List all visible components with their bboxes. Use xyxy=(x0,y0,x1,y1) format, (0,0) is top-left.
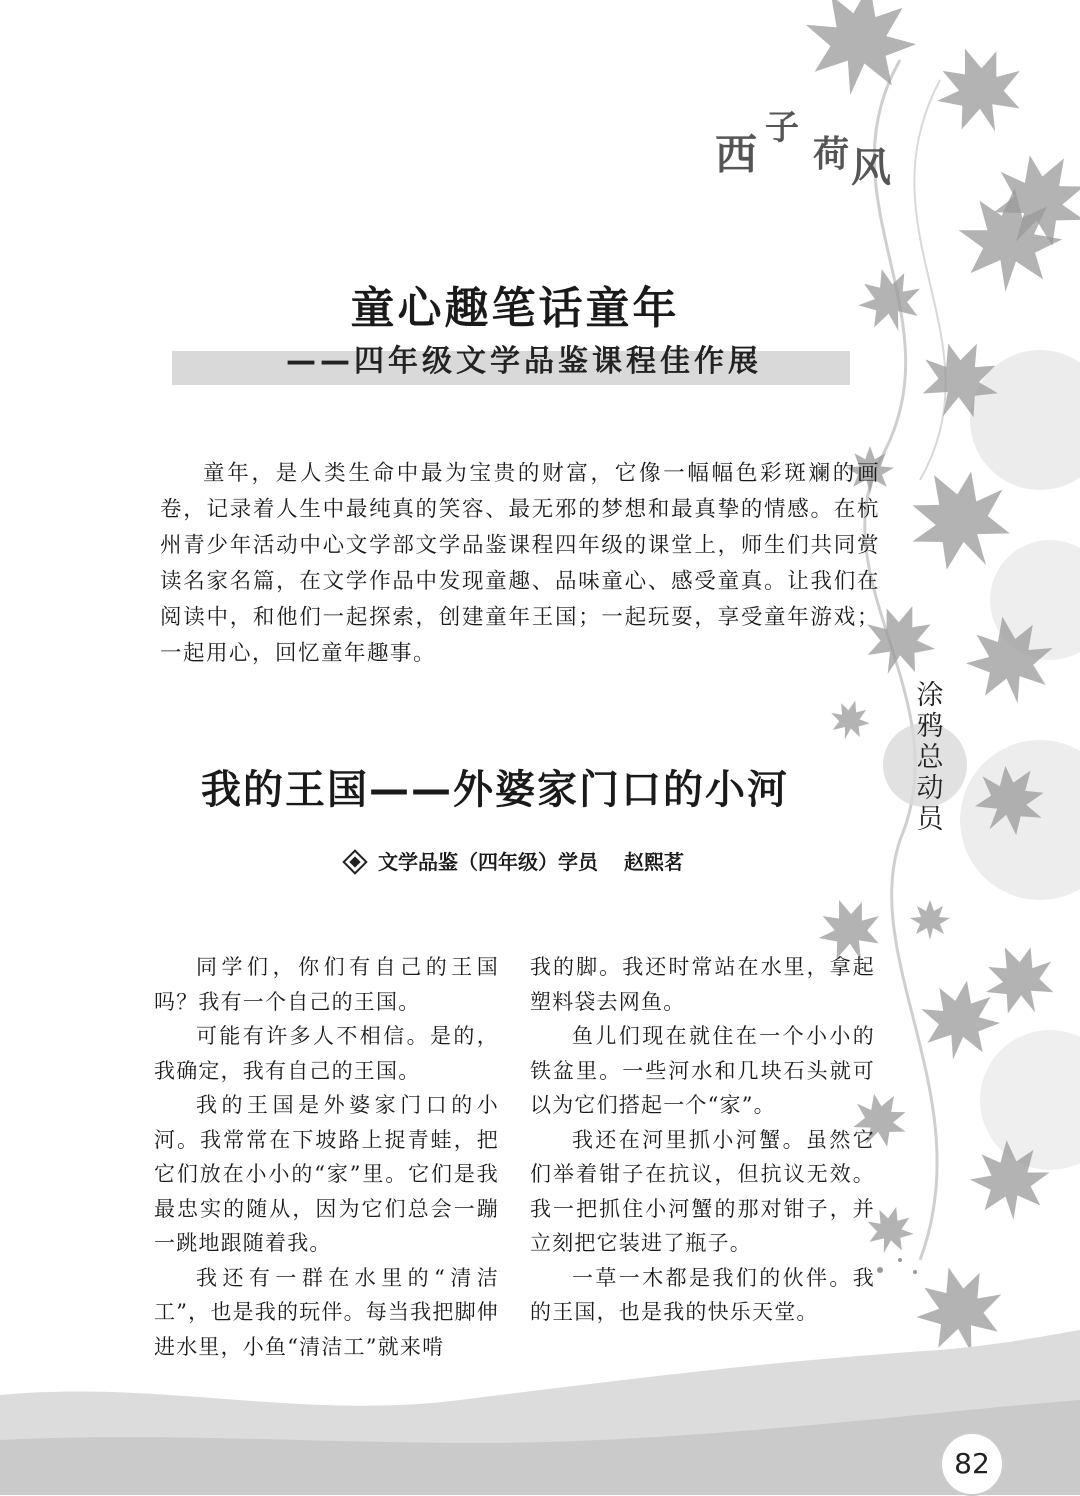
article-column-left xyxy=(154,950,499,1364)
masthead-char: 子 xyxy=(765,108,799,148)
article-column-right xyxy=(530,950,875,1330)
article-byline xyxy=(0,846,1030,875)
masthead-char: 风 xyxy=(851,145,891,191)
article-paragraph-continued: 我的脚。我还时常站在水里，拿起塑料袋去网鱼。 xyxy=(530,955,875,1014)
article-paragraph: 可能有许多人不相信。是的，我确定，我有自己的王国。 xyxy=(154,1024,499,1083)
article-paragraph: 我的王国是外婆家门口的小河。我常常在下坡路上捉青蛙，把它们放在小小的“家”里。它们是我最忠实的随从，因为它们总会一蹦一跳地跟随着我。 xyxy=(154,1093,499,1255)
masthead-char: 西 xyxy=(715,130,758,179)
side-label-char: 涂 xyxy=(916,680,944,711)
article-title: 我的王国——外婆家门口的小河 xyxy=(201,767,789,813)
side-label-char: 员 xyxy=(916,804,944,835)
diamond-bullet-icon xyxy=(342,849,367,874)
feature-intro xyxy=(160,456,880,672)
section-side-label xyxy=(912,680,948,835)
article-paragraph: 一草一木都是我们的伙伴。我的王国，也是我的快乐天堂。 xyxy=(530,1265,875,1324)
masthead-char: 荷 xyxy=(813,134,850,175)
masthead-logo xyxy=(715,100,895,191)
feature-subtitle: ——四年级文学品鉴课程佳作展 xyxy=(286,344,762,379)
side-label-char: 动 xyxy=(916,773,944,804)
author-role: 文学品鉴（四年级）学员 xyxy=(378,850,598,874)
feature-title: 童心趣笔话童年 xyxy=(350,283,680,334)
intro-paragraph: 童年，是人类生命中最为宝贵的财富，它像一幅幅色彩斑斓的画卷，记录着人生中最纯真的笑容、最无邪的梦想和最真挚的情感。在杭州青少年活动中心文学部文学品鉴课程四年级的课堂上，师生们共同赏读名家名篇，在文学作品中发现童趣、品味童心、感受童真。让我们在阅读中，和他们一起探索，创建童年王国；一起玩耍，享受童年游戏；一起用心，回忆童年趣事。 xyxy=(160,461,880,666)
article-paragraph: 同学们，你们有自己的王国吗？我有一个自己的王国。 xyxy=(154,955,499,1014)
article-paragraph: 我还有一群在水里的“清洁工”，也是我的玩伴。每当我把脚伸进水里，小鱼“清洁工”就来啃 xyxy=(154,1265,499,1359)
page-number: 82 xyxy=(940,1432,1004,1496)
author-name: 赵熙茗 xyxy=(624,850,684,874)
side-label-char: 鸦 xyxy=(916,711,944,742)
side-label-char: 总 xyxy=(916,742,944,773)
article-paragraph: 我还在河里抓小河蟹。虽然它们举着钳子在抗议，但抗议无效。我一把抓住小河蟹的那对钳子，并立刻把它装进了瓶子。 xyxy=(530,1127,875,1255)
article-paragraph: 鱼儿们现在就住在一个小小的铁盆里。一些河水和几块石头就可以为它们搭起一个“家”。 xyxy=(530,1024,875,1117)
